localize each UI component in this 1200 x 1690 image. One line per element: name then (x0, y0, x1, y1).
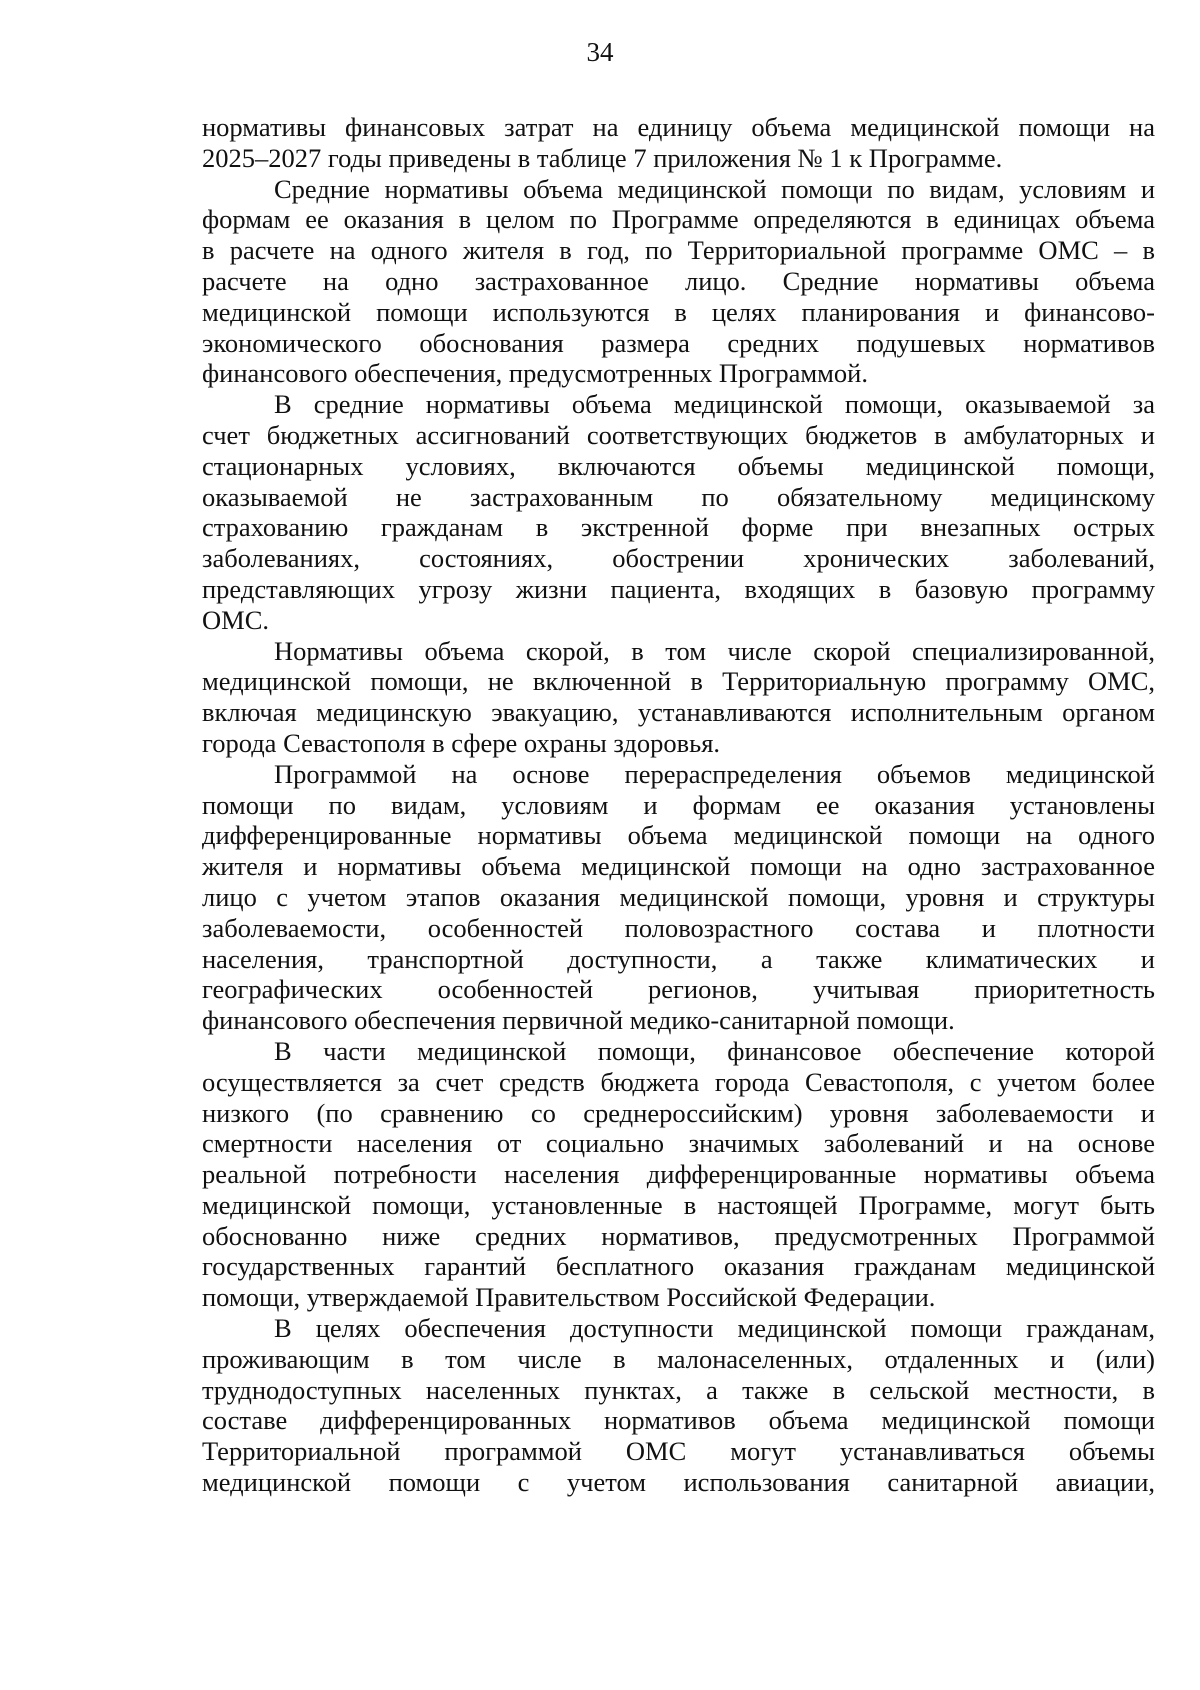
paragraph (202, 1313, 1155, 1498)
text-line: В целях обеспечения доступности медицинской помощи гражданам, (274, 1313, 1155, 1344)
page-number: 34 (586, 37, 614, 67)
text-line: государственных гарантий бесплатного оказания гражданам медицинской (202, 1251, 1155, 1282)
text-line: В средние нормативы объема медицинской помощи, оказываемой за (274, 389, 1155, 420)
text-line: ОМС. (202, 604, 270, 635)
text-line: счет бюджетных ассигнований соответствующих бюджетов в амбулаторных и (202, 419, 1155, 450)
text-line: помощи по видам, условиям и формам ее оказания установлены (202, 789, 1155, 820)
text-line: смертности населения от социально значимых заболеваний и на основе (202, 1128, 1155, 1159)
text-line: формам ее оказания в целом по Программе определяются в единицах объема (202, 204, 1155, 235)
text-line: Средние нормативы объема медицинской помощи по видам, условиям и (274, 173, 1155, 204)
paragraph (202, 636, 1155, 759)
text-line: финансового обеспечения первичной медико-санитарной помощи. (202, 1005, 955, 1036)
text-line: дифференцированные нормативы объема медицинской помощи на одного (202, 820, 1155, 851)
text-line: Нормативы объема скорой, в том числе скорой специализированной, (274, 635, 1155, 666)
text-line: финансового обеспечения, предусмотренных Программой. (202, 358, 868, 389)
text-line: медицинской помощи используются в целях планирования и финансово- (202, 296, 1155, 327)
text-line: экономического обоснования размера средних подушевых нормативов (202, 327, 1155, 358)
paragraph (202, 112, 1155, 174)
text-line: в расчете на одного жителя в год, по Территориальной программе ОМС – в (202, 235, 1155, 266)
text-line: осуществляется за счет средств бюджета города Севастополя, с учетом более (202, 1066, 1155, 1097)
text-line: реальной потребности населения дифференцированные нормативы объема (202, 1159, 1155, 1190)
paragraph (202, 759, 1155, 1036)
text-line: медицинской помощи с учетом использования санитарной авиации, (202, 1467, 1155, 1498)
text-line: заболеваемости, особенностей половозрастного состава и плотности (202, 912, 1155, 943)
text-line: оказываемой не застрахованным по обязательному медицинскому (202, 481, 1155, 512)
text-line: жителя и нормативы объема медицинской помощи на одно застрахованное (202, 851, 1155, 882)
text-line: 2025–2027 годы приведены в таблице 7 приложения № 1 к Программе. (202, 142, 1003, 173)
text-line: труднодоступных населенных пунктах, а также в сельской местности, в (202, 1374, 1155, 1405)
text-line: нормативы финансовых затрат на единицу объема медицинской помощи на (202, 112, 1155, 142)
text-line: составе дифференцированных нормативов объема медицинской помощи (202, 1405, 1155, 1436)
text-line: медицинской помощи, не включенной в Территориальную программу ОМС, (202, 666, 1155, 697)
text-line: города Севастополя в сфере охраны здоровья. (202, 727, 721, 758)
text-line: заболеваниях, состояниях, обострении хронических заболеваний, (202, 543, 1155, 574)
text-line: географических особенностей регионов, учитывая приоритетность (202, 974, 1155, 1005)
text-line: населения, транспортной доступности, а также климатических и (202, 943, 1155, 974)
text-line: помощи, утверждаемой Правительством Российской Федерации. (202, 1282, 936, 1313)
text-line: страхованию гражданам в экстренной форме при внезапных острых (202, 512, 1155, 543)
document-body (202, 112, 1155, 1498)
text-line: стационарных условиях, включаются объемы медицинской помощи, (202, 450, 1155, 481)
text-line: расчете на одно застрахованное лицо. Средние нормативы объема (202, 265, 1155, 296)
text-line: проживающим в том числе в малонаселенных, отдаленных и (или) (202, 1343, 1155, 1374)
text-line: лицо с учетом этапов оказания медицинской помощи, уровня и структуры (202, 881, 1155, 912)
text-line: Территориальной программой ОМС могут устанавливаться объемы (202, 1436, 1155, 1467)
paragraph (202, 174, 1155, 390)
text-line: обоснованно ниже средних нормативов, предусмотренных Программой (202, 1220, 1155, 1251)
text-line: медицинской помощи, установленные в настоящей Программе, могут быть (202, 1189, 1155, 1220)
paragraph (202, 1036, 1155, 1313)
text-line: представляющих угрозу жизни пациента, входящих в базовую программу (202, 573, 1155, 604)
text-line: включая медицинскую эвакуацию, устанавливаются исполнительным органом (202, 697, 1155, 728)
paragraph (202, 389, 1155, 635)
text-line: низкого (по сравнению со среднероссийским) уровня заболеваемости и (202, 1097, 1155, 1128)
text-line: Программой на основе перераспределения объемов медицинской (274, 758, 1155, 789)
text-line: В части медицинской помощи, финансовое обеспечение которой (274, 1035, 1155, 1066)
